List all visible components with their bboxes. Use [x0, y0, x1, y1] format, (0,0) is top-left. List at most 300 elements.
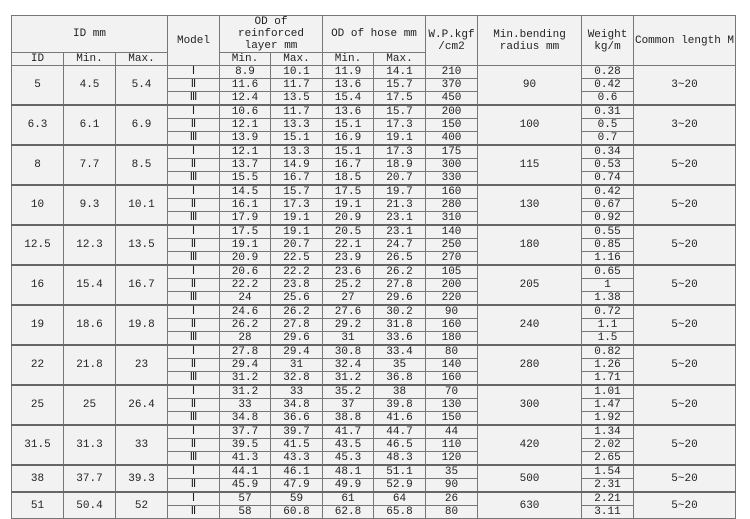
cell-hose-min: 38.8	[323, 412, 374, 426]
cell-reinforced-max: 39.7	[271, 425, 323, 439]
cell-bending-radius: 130	[478, 185, 582, 225]
cell-id-max: 5.4	[116, 66, 168, 106]
cell-hose-max: 51.1	[374, 465, 426, 479]
cell-weight: 3.11	[582, 506, 634, 519]
cell-common-length: 3~20	[634, 105, 736, 145]
cell-common-length: 3~20	[634, 66, 736, 106]
subheader-id-min: Min.	[64, 53, 116, 66]
table-row	[12, 465, 736, 479]
cell-hose-max: 21.3	[374, 199, 426, 212]
cell-model: Ⅱ	[168, 159, 220, 172]
cell-weight: 0.53	[582, 159, 634, 172]
cell-hose-min: 15.1	[323, 119, 374, 132]
cell-reinforced-max: 11.7	[271, 105, 323, 119]
cell-model: Ⅱ	[168, 479, 220, 493]
cell-reinforced-min: 12.1	[220, 119, 271, 132]
cell-weight: 1.26	[582, 359, 634, 372]
cell-working-pressure: 150	[426, 119, 478, 132]
cell-common-length: 5~20	[634, 492, 736, 519]
cell-reinforced-max: 29.4	[271, 345, 323, 359]
cell-working-pressure: 250	[426, 239, 478, 252]
cell-hose-min: 37	[323, 399, 374, 412]
header-model: Model	[168, 16, 220, 66]
cell-model: Ⅰ	[168, 465, 220, 479]
cell-reinforced-min: 15.5	[220, 172, 271, 186]
cell-hose-min: 23.9	[323, 252, 374, 266]
table-row	[12, 345, 736, 359]
cell-reinforced-max: 27.8	[271, 319, 323, 332]
cell-working-pressure: 120	[426, 452, 478, 466]
cell-hose-min: 41.7	[323, 425, 374, 439]
cell-reinforced-min: 31.2	[220, 385, 271, 399]
cell-id-max: 39.3	[116, 465, 168, 492]
cell-working-pressure: 330	[426, 172, 478, 186]
cell-reinforced-max: 25.6	[271, 292, 323, 306]
cell-working-pressure: 270	[426, 252, 478, 266]
cell-model: Ⅲ	[168, 332, 220, 346]
cell-id-min: 50.4	[64, 492, 116, 519]
cell-reinforced-max: 59	[271, 492, 323, 506]
cell-reinforced-max: 17.3	[271, 199, 323, 212]
cell-model: Ⅰ	[168, 492, 220, 506]
cell-model: Ⅰ	[168, 225, 220, 239]
cell-hose-max: 52.9	[374, 479, 426, 493]
cell-model: Ⅲ	[168, 372, 220, 386]
cell-model: Ⅰ	[168, 105, 220, 119]
cell-hose-max: 24.7	[374, 239, 426, 252]
cell-id-min: 12.3	[64, 225, 116, 265]
cell-hose-min: 15.1	[323, 145, 374, 159]
cell-reinforced-min: 17.5	[220, 225, 271, 239]
cell-weight: 0.28	[582, 66, 634, 79]
cell-id-min: 18.6	[64, 305, 116, 345]
cell-reinforced-min: 29.4	[220, 359, 271, 372]
cell-id-min: 4.5	[64, 66, 116, 106]
cell-weight: 0.55	[582, 225, 634, 239]
subheader-reinforced-max: Max.	[271, 53, 323, 66]
cell-working-pressure: 140	[426, 225, 478, 239]
cell-reinforced-max: 10.1	[271, 66, 323, 79]
cell-model: Ⅱ	[168, 399, 220, 412]
header-bending-radius: Min.bending radius mm	[478, 16, 582, 66]
cell-model: Ⅱ	[168, 359, 220, 372]
cell-common-length: 5~20	[634, 145, 736, 185]
cell-id-max: 6.9	[116, 105, 168, 145]
cell-hose-min: 29.2	[323, 319, 374, 332]
cell-hose-min: 45.3	[323, 452, 374, 466]
cell-working-pressure: 160	[426, 185, 478, 199]
cell-reinforced-min: 57	[220, 492, 271, 506]
cell-reinforced-min: 10.6	[220, 105, 271, 119]
cell-reinforced-min: 16.1	[220, 199, 271, 212]
cell-model: Ⅰ	[168, 345, 220, 359]
cell-hose-max: 19.7	[374, 185, 426, 199]
cell-model: Ⅲ	[168, 172, 220, 186]
cell-bending-radius: 500	[478, 465, 582, 492]
cell-id: 51	[12, 492, 64, 519]
cell-id-min: 9.3	[64, 185, 116, 225]
cell-id: 5	[12, 66, 64, 106]
cell-hose-min: 19.1	[323, 199, 374, 212]
cell-id-max: 8.5	[116, 145, 168, 185]
table-row	[12, 305, 736, 319]
header-weight: Weight kg/m	[582, 16, 634, 66]
cell-reinforced-max: 11.7	[271, 79, 323, 92]
cell-id-min: 7.7	[64, 145, 116, 185]
cell-id-min: 15.4	[64, 265, 116, 305]
cell-reinforced-max: 46.1	[271, 465, 323, 479]
cell-working-pressure: 175	[426, 145, 478, 159]
cell-hose-max: 48.3	[374, 452, 426, 466]
cell-working-pressure: 80	[426, 345, 478, 359]
cell-model: Ⅰ	[168, 66, 220, 79]
cell-reinforced-max: 20.7	[271, 239, 323, 252]
cell-id-min: 37.7	[64, 465, 116, 492]
cell-hose-max: 35	[374, 359, 426, 372]
cell-hose-max: 19.1	[374, 132, 426, 146]
cell-hose-max: 27.8	[374, 279, 426, 292]
cell-working-pressure: 400	[426, 132, 478, 146]
cell-model: Ⅱ	[168, 319, 220, 332]
cell-weight: 0.67	[582, 199, 634, 212]
cell-working-pressure: 280	[426, 199, 478, 212]
cell-working-pressure: 140	[426, 359, 478, 372]
cell-working-pressure: 90	[426, 479, 478, 493]
cell-id-max: 26.4	[116, 385, 168, 425]
cell-weight: 2.21	[582, 492, 634, 506]
cell-id: 22	[12, 345, 64, 385]
table-row	[12, 185, 736, 199]
cell-hose-min: 31.2	[323, 372, 374, 386]
cell-hose-max: 23.1	[374, 225, 426, 239]
cell-model: Ⅰ	[168, 145, 220, 159]
header-od-hose: OD of hose mm	[323, 16, 426, 53]
cell-hose-max: 29.6	[374, 292, 426, 306]
cell-reinforced-max: 41.5	[271, 439, 323, 452]
cell-model: Ⅱ	[168, 279, 220, 292]
cell-weight: 2.65	[582, 452, 634, 466]
cell-bending-radius: 280	[478, 345, 582, 385]
cell-hose-min: 16.9	[323, 132, 374, 146]
cell-model: Ⅲ	[168, 92, 220, 106]
cell-reinforced-min: 22.2	[220, 279, 271, 292]
cell-id-max: 10.1	[116, 185, 168, 225]
cell-hose-max: 30.2	[374, 305, 426, 319]
cell-reinforced-max: 60.8	[271, 506, 323, 519]
cell-working-pressure: 90	[426, 305, 478, 319]
cell-common-length: 5~20	[634, 185, 736, 225]
table-body	[12, 66, 736, 519]
cell-weight: 1.47	[582, 399, 634, 412]
cell-reinforced-max: 26.2	[271, 305, 323, 319]
cell-reinforced-max: 13.5	[271, 92, 323, 106]
cell-id-min: 31.3	[64, 425, 116, 465]
cell-common-length: 5~20	[634, 385, 736, 425]
cell-bending-radius: 300	[478, 385, 582, 425]
cell-working-pressure: 310	[426, 212, 478, 226]
cell-hose-max: 15.7	[374, 105, 426, 119]
cell-reinforced-min: 34.8	[220, 412, 271, 426]
cell-bending-radius: 115	[478, 145, 582, 185]
cell-reinforced-min: 8.9	[220, 66, 271, 79]
cell-common-length: 5~20	[634, 465, 736, 492]
cell-weight: 0.5	[582, 119, 634, 132]
cell-weight: 0.85	[582, 239, 634, 252]
cell-reinforced-max: 23.8	[271, 279, 323, 292]
cell-id-max: 33	[116, 425, 168, 465]
cell-hose-max: 14.1	[374, 66, 426, 79]
cell-reinforced-min: 58	[220, 506, 271, 519]
subheader-reinforced-min: Min.	[220, 53, 271, 66]
cell-hose-min: 15.4	[323, 92, 374, 106]
cell-reinforced-min: 13.7	[220, 159, 271, 172]
cell-weight: 0.42	[582, 185, 634, 199]
cell-hose-max: 41.6	[374, 412, 426, 426]
cell-hose-max: 17.3	[374, 119, 426, 132]
cell-weight: 1.92	[582, 412, 634, 426]
cell-working-pressure: 200	[426, 105, 478, 119]
table-row	[12, 492, 736, 506]
cell-id: 8	[12, 145, 64, 185]
cell-reinforced-min: 44.1	[220, 465, 271, 479]
cell-weight: 0.7	[582, 132, 634, 146]
cell-hose-max: 65.8	[374, 506, 426, 519]
cell-working-pressure: 35	[426, 465, 478, 479]
cell-hose-min: 23.6	[323, 265, 374, 279]
cell-hose-min: 49.9	[323, 479, 374, 493]
cell-reinforced-min: 24	[220, 292, 271, 306]
cell-hose-max: 23.1	[374, 212, 426, 226]
cell-reinforced-min: 33	[220, 399, 271, 412]
cell-working-pressure: 70	[426, 385, 478, 399]
cell-id: 38	[12, 465, 64, 492]
cell-hose-max: 26.5	[374, 252, 426, 266]
cell-hose-min: 16.7	[323, 159, 374, 172]
cell-reinforced-max: 14.9	[271, 159, 323, 172]
cell-common-length: 5~20	[634, 265, 736, 305]
cell-weight: 1	[582, 279, 634, 292]
cell-hose-min: 22.1	[323, 239, 374, 252]
cell-hose-min: 27.6	[323, 305, 374, 319]
cell-working-pressure: 150	[426, 412, 478, 426]
cell-weight: 1.16	[582, 252, 634, 266]
cell-working-pressure: 160	[426, 372, 478, 386]
cell-working-pressure: 44	[426, 425, 478, 439]
cell-weight: 1.71	[582, 372, 634, 386]
cell-reinforced-max: 16.7	[271, 172, 323, 186]
cell-reinforced-min: 13.9	[220, 132, 271, 146]
cell-weight: 0.82	[582, 345, 634, 359]
cell-id-max: 52	[116, 492, 168, 519]
cell-hose-max: 17.3	[374, 145, 426, 159]
cell-id-min: 21.8	[64, 345, 116, 385]
table-row	[12, 225, 736, 239]
cell-reinforced-min: 28	[220, 332, 271, 346]
cell-reinforced-min: 37.7	[220, 425, 271, 439]
cell-reinforced-max: 34.8	[271, 399, 323, 412]
cell-bending-radius: 100	[478, 105, 582, 145]
cell-weight: 1.01	[582, 385, 634, 399]
cell-hose-min: 13.6	[323, 79, 374, 92]
cell-reinforced-min: 17.9	[220, 212, 271, 226]
cell-hose-min: 11.9	[323, 66, 374, 79]
cell-hose-max: 64	[374, 492, 426, 506]
cell-hose-min: 32.4	[323, 359, 374, 372]
cell-reinforced-min: 45.9	[220, 479, 271, 493]
cell-hose-max: 18.9	[374, 159, 426, 172]
cell-reinforced-max: 36.6	[271, 412, 323, 426]
cell-reinforced-max: 33	[271, 385, 323, 399]
cell-weight: 1.1	[582, 319, 634, 332]
cell-working-pressure: 26	[426, 492, 478, 506]
cell-common-length: 5~20	[634, 225, 736, 265]
cell-reinforced-max: 19.1	[271, 225, 323, 239]
cell-reinforced-min: 11.6	[220, 79, 271, 92]
cell-reinforced-max: 15.1	[271, 132, 323, 146]
cell-id-max: 19.8	[116, 305, 168, 345]
cell-working-pressure: 370	[426, 79, 478, 92]
cell-id-min: 6.1	[64, 105, 116, 145]
cell-working-pressure: 450	[426, 92, 478, 106]
cell-weight: 0.42	[582, 79, 634, 92]
cell-working-pressure: 160	[426, 319, 478, 332]
cell-hose-min: 25.2	[323, 279, 374, 292]
cell-reinforced-min: 26.2	[220, 319, 271, 332]
cell-reinforced-max: 13.3	[271, 119, 323, 132]
cell-id: 10	[12, 185, 64, 225]
cell-reinforced-min: 12.4	[220, 92, 271, 106]
cell-hose-max: 33.4	[374, 345, 426, 359]
table-row	[12, 425, 736, 439]
subheader-id-max: Max.	[116, 53, 168, 66]
hose-spec-table	[11, 15, 736, 519]
cell-model: Ⅱ	[168, 439, 220, 452]
cell-reinforced-max: 31	[271, 359, 323, 372]
cell-id-max: 23	[116, 345, 168, 385]
cell-working-pressure: 210	[426, 66, 478, 79]
cell-working-pressure: 300	[426, 159, 478, 172]
cell-hose-min: 43.5	[323, 439, 374, 452]
cell-working-pressure: 110	[426, 439, 478, 452]
cell-working-pressure: 105	[426, 265, 478, 279]
cell-reinforced-max: 22.5	[271, 252, 323, 266]
cell-hose-min: 18.5	[323, 172, 374, 186]
cell-hose-min: 62.8	[323, 506, 374, 519]
cell-reinforced-max: 13.3	[271, 145, 323, 159]
cell-reinforced-min: 27.8	[220, 345, 271, 359]
cell-model: Ⅱ	[168, 119, 220, 132]
cell-bending-radius: 205	[478, 265, 582, 305]
cell-bending-radius: 180	[478, 225, 582, 265]
cell-hose-min: 20.5	[323, 225, 374, 239]
cell-weight: 0.31	[582, 105, 634, 119]
cell-hose-max: 17.5	[374, 92, 426, 106]
cell-id: 6.3	[12, 105, 64, 145]
cell-reinforced-min: 14.5	[220, 185, 271, 199]
cell-weight: 1.5	[582, 332, 634, 346]
cell-weight: 2.31	[582, 479, 634, 493]
cell-reinforced-min: 31.2	[220, 372, 271, 386]
cell-id: 12.5	[12, 225, 64, 265]
cell-hose-min: 20.9	[323, 212, 374, 226]
cell-bending-radius: 630	[478, 492, 582, 519]
cell-weight: 1.38	[582, 292, 634, 306]
cell-id: 31.5	[12, 425, 64, 465]
cell-id: 25	[12, 385, 64, 425]
cell-id-max: 13.5	[116, 225, 168, 265]
cell-weight: 0.34	[582, 145, 634, 159]
cell-reinforced-min: 19.1	[220, 239, 271, 252]
cell-hose-min: 30.8	[323, 345, 374, 359]
cell-weight: 0.74	[582, 172, 634, 186]
cell-hose-max: 36.8	[374, 372, 426, 386]
cell-reinforced-max: 15.7	[271, 185, 323, 199]
cell-id: 16	[12, 265, 64, 305]
cell-working-pressure: 180	[426, 332, 478, 346]
cell-model: Ⅲ	[168, 212, 220, 226]
table-row	[12, 385, 736, 399]
cell-hose-max: 33.6	[374, 332, 426, 346]
cell-model: Ⅰ	[168, 265, 220, 279]
cell-hose-max: 46.5	[374, 439, 426, 452]
cell-id: 19	[12, 305, 64, 345]
cell-reinforced-max: 22.2	[271, 265, 323, 279]
cell-model: Ⅲ	[168, 292, 220, 306]
cell-reinforced-min: 20.6	[220, 265, 271, 279]
table-row	[12, 265, 736, 279]
table-row	[12, 145, 736, 159]
cell-model: Ⅰ	[168, 425, 220, 439]
cell-model: Ⅰ	[168, 305, 220, 319]
cell-reinforced-min: 12.1	[220, 145, 271, 159]
cell-hose-max: 20.7	[374, 172, 426, 186]
cell-common-length: 5~20	[634, 345, 736, 385]
cell-weight: 0.72	[582, 305, 634, 319]
cell-reinforced-max: 29.6	[271, 332, 323, 346]
header-od-reinforced: OD of reinforced layer mm	[220, 16, 323, 53]
cell-reinforced-min: 20.9	[220, 252, 271, 266]
cell-hose-max: 15.7	[374, 79, 426, 92]
cell-hose-max: 31.8	[374, 319, 426, 332]
cell-hose-max: 38	[374, 385, 426, 399]
cell-working-pressure: 80	[426, 506, 478, 519]
cell-model: Ⅲ	[168, 452, 220, 466]
cell-bending-radius: 240	[478, 305, 582, 345]
cell-weight: 1.54	[582, 465, 634, 479]
cell-hose-max: 39.8	[374, 399, 426, 412]
cell-bending-radius: 420	[478, 425, 582, 465]
cell-model: Ⅱ	[168, 199, 220, 212]
subheader-id: ID	[12, 53, 64, 66]
cell-hose-max: 26.2	[374, 265, 426, 279]
cell-weight: 2.02	[582, 439, 634, 452]
cell-model: Ⅲ	[168, 252, 220, 266]
cell-working-pressure: 130	[426, 399, 478, 412]
cell-common-length: 5~20	[634, 425, 736, 465]
cell-reinforced-max: 47.9	[271, 479, 323, 493]
table-row	[12, 105, 736, 119]
cell-hose-min: 61	[323, 492, 374, 506]
cell-model: Ⅲ	[168, 132, 220, 146]
header-common-length: Common length M	[634, 16, 736, 66]
cell-common-length: 5~20	[634, 305, 736, 345]
cell-hose-min: 27	[323, 292, 374, 306]
subheader-hose-min: Min.	[323, 53, 374, 66]
cell-reinforced-min: 39.5	[220, 439, 271, 452]
subheader-hose-max: Max.	[374, 53, 426, 66]
cell-id-max: 16.7	[116, 265, 168, 305]
cell-hose-min: 48.1	[323, 465, 374, 479]
